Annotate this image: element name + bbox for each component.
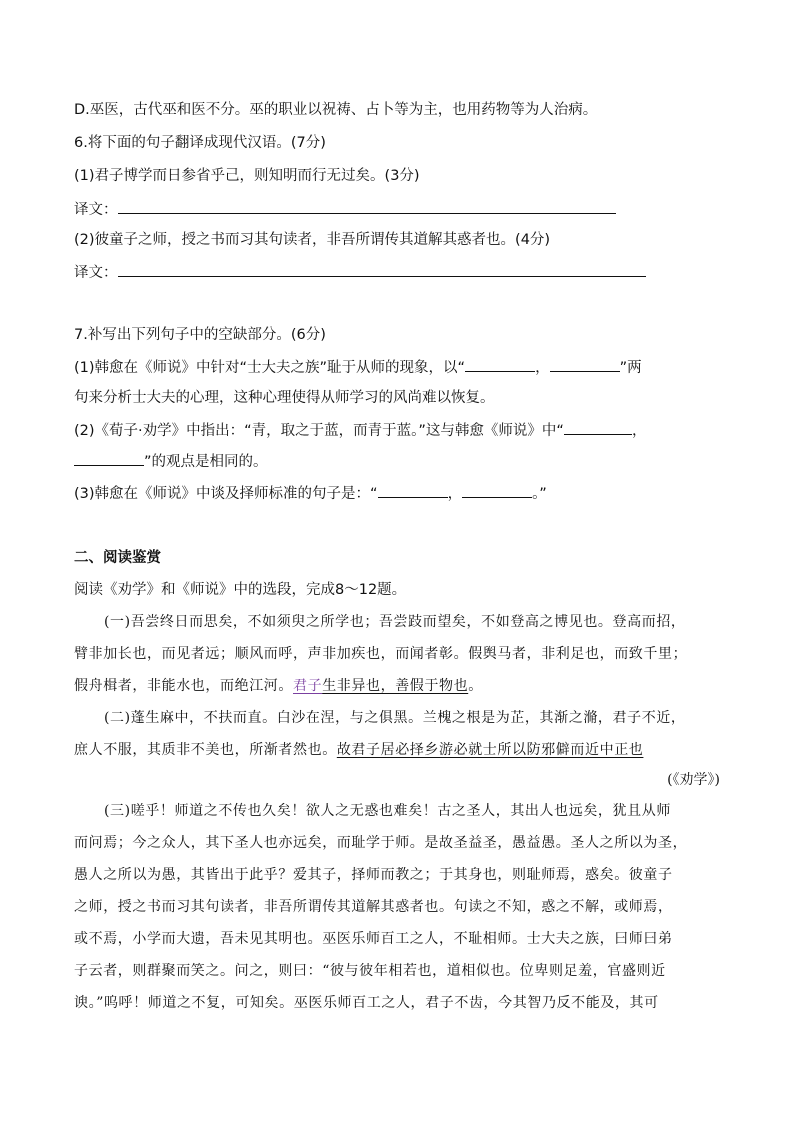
passage-3-line-2: 而问焉；今之众人，其下圣人也亦远矣，而耻学于师。是故圣益圣，愚益愚。圣人之所以为圣，: [74, 835, 688, 851]
q7-item-1-text: (1)韩愈在《师说》中针对“士大夫之族”耻于从师的现象，以“: [74, 360, 466, 376]
q6-sentence-2: (2)彼童子之师，授之书而习其句读者，非吾所谓传其道解其惑者也。(4分): [74, 232, 551, 248]
underlined-sentence: 故君子居必择乡游必就士所以防邪僻而近中正也: [336, 742, 644, 758]
q6-title: 6.将下面的句子翻译成现代汉语。(7分): [74, 135, 326, 151]
fill-blank[interactable]: [564, 420, 632, 435]
q5-option-d: D.巫医，古代巫和医不分。巫的职业以祝祷、占卜等为主，也用药物等为人治病。: [74, 102, 598, 118]
passage-1-line-2: 臂非加长也，而见者远；顺风而呼，声非加疾也，而闻者彰。假舆马者，非利足也，而致千里；: [74, 646, 688, 662]
q7-item-3-text: 。”: [532, 486, 547, 502]
fill-blank[interactable]: [74, 451, 144, 466]
q7-item-3: [74, 483, 547, 504]
q7-item-1-line-1: [74, 357, 642, 378]
passage-1-line-3: [74, 676, 483, 696]
fill-blank[interactable]: [462, 483, 532, 498]
passage-3-line-1: (三)嗟乎！师道之不传也久矣！欲人之无惑也难矣！古之圣人，其出人也远矣，犹且从师: [104, 803, 671, 819]
passage-1-line-1: (一)吾尝终日而思矣，不如须臾之所学也；吾尝跂而望矣，不如登高之博见也。登高而招，: [104, 614, 686, 630]
passage-text: 庶人不服，其质非不美也，所渐者然也。: [74, 742, 337, 758]
q6-answer-line-1: [74, 199, 616, 220]
q7-title: 7.补写出下列句子中的空缺部分。(6分): [74, 327, 326, 343]
passage-3-line-6: 子云者，则群聚而笑之。问之，则曰：“彼与彼年相若也，道相似也。位卑则足羞，官盛则近: [74, 963, 666, 979]
passage-text: 假舟楫者，非能水也，而绝江河。: [74, 678, 293, 694]
passage-3-line-3: 愚人之所以为愚，其皆出于此乎？爱其子，择师而教之；于其身也，则耻师焉，惑矣。彼童子: [74, 867, 673, 883]
separator: ，: [447, 486, 463, 502]
translation-label: 译文：: [74, 265, 118, 281]
passage-source: (《劝学》): [667, 772, 720, 788]
q7-item-2-text: (2)《荀子·劝学》中指出：“青，取之于蓝，而青于蓝。”这与韩愈《师说》中“: [74, 423, 564, 439]
passage-text: 。: [468, 678, 483, 694]
q7-item-2-line-1: [74, 420, 646, 441]
q6-sentence-1: (1)君子博学而日参省乎己，则知明而行无过矣。(3分): [74, 168, 420, 184]
fill-blank[interactable]: [550, 357, 620, 372]
q7-item-1-text: ”两: [619, 360, 642, 376]
underlined-phrase: 生非异也，善假于物也: [322, 678, 469, 694]
answer-blank[interactable]: [118, 199, 616, 214]
q7-item-3-text: (3)韩愈在《师说》中谈及择师标准的句子是：“: [74, 486, 378, 502]
answer-blank[interactable]: [118, 262, 646, 277]
passage-3-line-4: 之师，授之书而习其句读者，非吾所谓传其道解其惑者也。句读之不知，惑之不解，或师焉，: [74, 899, 673, 915]
section-intro: 阅读《劝学》和《师说》中的选段，完成8～12题。: [74, 582, 407, 598]
section-heading: 二、阅读鉴赏: [74, 550, 161, 566]
passage-3-line-5: 或不焉，小学而大遗，吾未见其明也。巫医乐师百工之人，不耻相师。士大夫之族，曰师曰弟: [74, 931, 673, 947]
passage-2-line-1: (二)蓬生麻中，不扶而直。白沙在涅，与之俱黑。兰槐之根是为芷，其渐之滫，君子不近，: [104, 710, 686, 726]
passage-2-line-2: [74, 740, 643, 760]
fill-blank[interactable]: [378, 483, 448, 498]
q7-item-2-text: ”的观点是相同的。: [144, 454, 268, 470]
q7-item-1-line-2: 句来分析士大夫的心理，这种心理使得从师学习的风尚难以恢复。: [74, 390, 495, 406]
translation-label: 译文：: [74, 202, 118, 218]
separator: ，: [631, 423, 647, 439]
q7-item-2-line-2: [74, 451, 268, 472]
separator: ，: [535, 360, 550, 376]
passage-3-line-7: 谀。”呜呼！师道之不复，可知矣。巫医乐师百工之人，君子不齿，今其智乃反不能及，其可: [74, 995, 659, 1011]
fill-blank[interactable]: [465, 357, 535, 372]
underlined-phrase-highlight: 君子: [293, 678, 323, 694]
q6-answer-line-2: [74, 262, 646, 283]
